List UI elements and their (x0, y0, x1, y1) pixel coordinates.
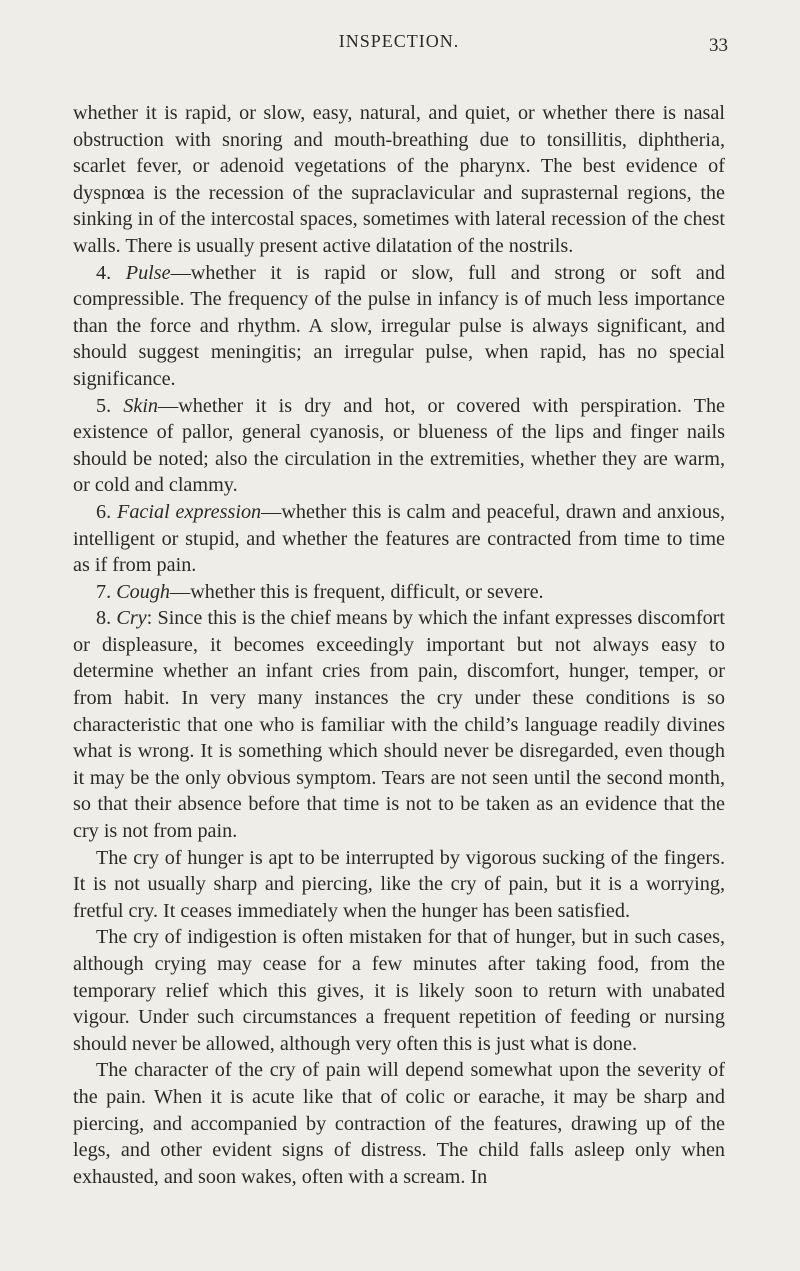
paragraph-respiration-continued (73, 100, 725, 260)
paragraph-topic: Facial expression (117, 500, 262, 523)
paragraph-text: : Since this is the chief means by which the infant expresses discomfort or displeasure, it becomes exceedingly important but not always easy to determine whether an infant cries from pain, discomfort, hunger, temper, or from habit. In very many instances the cry under these conditions is so characteristic that one who is familiar with the child’s language readily divines what is wrong. It is something which should never be disregarded, even though it may be the only obvious symptom. Tears are not seen until the second month, so that their absence before that time is not to be taken as an evidence that the cry is not from pain. (73, 607, 725, 843)
paragraph-text: —whether it is dry and hot, or covered with perspiration. The existence of pallor, general cyanosis, or blueness of the lips and finger nails should be noted; also the circulation in the extremities, whether they are warm, or cold and clammy. (73, 394, 726, 497)
paragraph-topic: Cough (116, 580, 171, 603)
paragraph-text: —whether this is frequent, difficult, or severe. (170, 580, 544, 603)
paragraph-text: —whether it is rapid or slow, full and strong or soft and compressible. The frequency of the pulse in infancy is of much less importance than the force and rhythm. A slow, irregular pulse is always significant, and should suggest meningitis; an irregular pulse, when rapid, has no special significance. (73, 261, 726, 390)
page-number: 33 (709, 35, 728, 56)
running-title: INSPECTION. (338, 31, 460, 51)
paragraph-number: 7. (96, 580, 117, 603)
paragraph-skin (73, 393, 725, 499)
running-head (73, 0, 728, 60)
paragraph-cry-of-hunger (73, 845, 725, 925)
paragraph-number: 6. (96, 500, 117, 523)
paragraph-cough (73, 579, 725, 606)
paragraph-number: 5. (96, 394, 124, 417)
paragraph-cry-of-pain (73, 1057, 725, 1190)
paragraph-text: whether it is rapid, or slow, easy, natural, and quiet, or whether there is nasal obstruction with snoring and mouth-breathing due to tonsillitis, diphtheria, scarlet fever, or adenoid vegetations of the pharynx. The best evidence of dyspnœa is the recession of the supraclavicular and suprasternal regions, the sinking in of the intercostal spaces, sometimes with lateral recession of the chest walls. There is usually present active dilatation of the nostrils. (73, 102, 725, 257)
paragraph-facial-expression (73, 499, 725, 579)
paragraph-topic: Cry (116, 607, 147, 630)
paragraph-number: 8. (96, 607, 117, 630)
paragraph-text: The cry of indigestion is often mistaken for that of hunger, but in such cases, although crying may cease for a few minutes after taking food, from the temporary relief which this gives, it is likely soon to return with unabated vigour. Under such circumstances a frequent repetition of feeding or nursing should never be allowed, although very often this is just what is done. (73, 926, 725, 1055)
paragraph-topic: Skin (123, 394, 159, 417)
body-text (73, 100, 725, 1190)
paragraph-number: 4. (96, 261, 126, 284)
paragraph-cry (73, 605, 725, 844)
paragraph-text: The character of the cry of pain will depend somewhat upon the severity of the pain. When it is acute like that of colic or earache, it may be sharp and piercing, and accompanied by contraction of the features, drawing up of the legs, and other evident signs of distress. The child falls asleep only when exhausted, and soon wakes, often with a scream. In (73, 1059, 725, 1188)
paragraph-text: —whether this is calm and peaceful, drawn and anxious, intelligent or stupid, and whether the features are contracted from time to time as if from pain. (73, 500, 725, 577)
paragraph-text: The cry of hunger is apt to be interrupted by vigorous sucking of the fingers. It is not usually sharp and piercing, like the cry of pain, but it is a worrying, fretful cry. It ceases immediately when the hunger has been satisfied. (73, 846, 725, 922)
paragraph-pulse (73, 260, 725, 393)
paragraph-topic: Pulse (125, 261, 171, 284)
paragraph-cry-of-indigestion (73, 924, 725, 1057)
